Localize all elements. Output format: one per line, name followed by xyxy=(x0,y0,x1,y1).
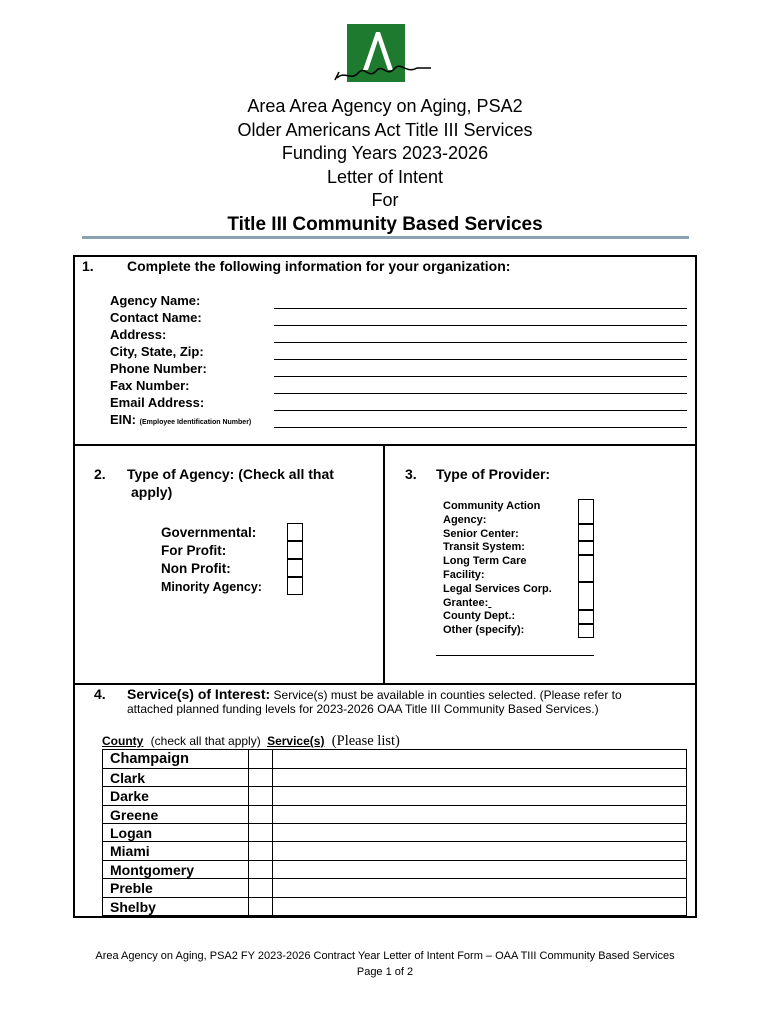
checkbox-long-term-care[interactable] xyxy=(578,555,594,582)
checkbox-logan[interactable] xyxy=(249,824,272,841)
checkbox-senior-center[interactable] xyxy=(578,524,594,541)
title-line-3: Funding Years 2023-2026 xyxy=(281,143,489,163)
divider-section1 xyxy=(73,444,697,446)
label-ein-text: EIN: xyxy=(110,412,136,427)
label-address: Address: xyxy=(110,327,167,342)
agency-logo xyxy=(333,22,433,86)
checkbox-minority-agency[interactable] xyxy=(287,577,303,595)
address-field[interactable] xyxy=(274,342,687,343)
title-line-1: Area Area Agency on Aging, PSA2 xyxy=(247,96,523,116)
label-phone-number: Phone Number: xyxy=(110,361,207,376)
section2-heading-line2: apply) xyxy=(131,484,173,500)
checkbox-clark[interactable] xyxy=(249,769,272,786)
label-long-term-care-facility: Facility: xyxy=(443,568,485,581)
provider-options xyxy=(443,500,552,638)
label-legal-services: Legal Services Corp. xyxy=(443,582,552,595)
label-other-specify: Other (specify): xyxy=(443,624,525,637)
divider-section2-3 xyxy=(383,444,385,684)
services-field-darke[interactable] xyxy=(273,787,686,805)
services-field-champaign[interactable] xyxy=(273,750,686,768)
section4-desc-line2: attached planned funding levels for 2023-2026 OAA Title III Community Based Services.) xyxy=(127,702,599,716)
county-header: County xyxy=(102,734,144,748)
footer-page-number: Page 1 of 2 xyxy=(356,966,414,978)
checkbox-darke[interactable] xyxy=(249,787,272,805)
section2-number: 2. xyxy=(94,466,106,482)
county-darke: Darke xyxy=(110,788,149,804)
please-list-header: (Please list) xyxy=(331,733,400,749)
table-header-row xyxy=(102,733,400,750)
page-footer xyxy=(0,948,770,980)
label-senior-center: Senior Center: xyxy=(443,527,519,540)
label-long-term-care: Long Term Care xyxy=(443,555,527,568)
services-field-logan[interactable] xyxy=(273,824,686,841)
label-contact-name: Contact Name: xyxy=(110,310,202,325)
county-preble: Preble xyxy=(110,880,153,896)
footer-line-1: Area Agency on Aging, PSA2 FY 2023-2026 Contract Year Letter of Intent Form – OAA TIII Community Based Services xyxy=(95,950,675,962)
checkbox-community-action[interactable] xyxy=(578,499,594,524)
title-block xyxy=(0,95,770,236)
checkbox-champaign[interactable] xyxy=(249,750,272,768)
section3-number: 3. xyxy=(405,466,417,482)
services-field-montgomery[interactable] xyxy=(273,861,686,878)
label-community-action-agency: Agency: xyxy=(443,513,487,526)
services-header: Service(s) xyxy=(267,734,325,748)
label-city-state-zip: City, State, Zip: xyxy=(110,344,204,359)
section4-intro xyxy=(127,686,687,703)
checkbox-greene[interactable] xyxy=(249,806,272,823)
check-all-header: (check all that apply) xyxy=(150,734,261,748)
checkbox-miami[interactable] xyxy=(249,842,272,860)
label-email-address: Email Address: xyxy=(110,395,205,410)
county-miami: Miami xyxy=(110,843,150,859)
services-field-shelby[interactable] xyxy=(273,898,686,916)
divider-section4 xyxy=(73,683,697,685)
checkbox-montgomery[interactable] xyxy=(249,861,272,878)
email-address-field[interactable] xyxy=(274,410,687,411)
title-line-6: Title III Community Based Services xyxy=(227,213,543,235)
county-shelby: Shelby xyxy=(110,899,156,915)
label-fax-number: Fax Number: xyxy=(110,378,190,393)
section3-heading: Type of Provider: xyxy=(436,466,551,482)
label-legal-services-grantee xyxy=(443,597,552,611)
ein-field[interactable] xyxy=(274,427,687,428)
county-logan: Logan xyxy=(110,825,152,841)
label-non-profit: Non Profit: xyxy=(161,561,231,576)
header-rule xyxy=(82,236,689,239)
agency-name-field[interactable] xyxy=(274,308,687,309)
services-field-preble[interactable] xyxy=(273,879,686,897)
title-line-2: Older Americans Act Title III Services xyxy=(237,119,533,140)
title-line-5: For xyxy=(371,190,399,210)
label-ein xyxy=(110,412,251,427)
label-county-dept: County Dept.: xyxy=(443,610,516,623)
checkbox-for-profit[interactable] xyxy=(287,541,303,559)
section4-number: 4. xyxy=(94,686,106,702)
checkbox-legal-services[interactable] xyxy=(578,582,594,610)
fax-number-field[interactable] xyxy=(274,393,687,394)
label-minority-agency: Minority Agency: xyxy=(161,580,262,594)
services-field-clark[interactable] xyxy=(273,769,686,786)
county-clark: Clark xyxy=(110,770,146,786)
contact-name-field[interactable] xyxy=(274,325,687,326)
label-governmental: Governmental: xyxy=(161,525,257,540)
city-state-zip-field[interactable] xyxy=(274,359,687,360)
checkbox-governmental[interactable] xyxy=(287,523,303,541)
checkbox-transit-system[interactable] xyxy=(578,541,594,555)
ein-note: (Employee Identification Number) xyxy=(139,419,252,426)
checkbox-preble[interactable] xyxy=(249,879,272,897)
label-agency-name: Agency Name: xyxy=(110,293,201,308)
services-field-miami[interactable] xyxy=(273,842,686,860)
phone-number-field[interactable] xyxy=(274,376,687,377)
section1-number: 1. xyxy=(82,258,94,274)
checkbox-county-dept[interactable] xyxy=(578,610,594,624)
checkbox-shelby[interactable] xyxy=(249,898,272,916)
county-montgomery: Montgomery xyxy=(110,862,194,878)
other-specify-field[interactable] xyxy=(436,655,594,656)
services-field-greene[interactable] xyxy=(273,806,686,823)
section2-heading-line1: Type of Agency: (Check all that xyxy=(127,466,334,482)
county-greene: Greene xyxy=(110,807,159,823)
checkbox-non-profit[interactable] xyxy=(287,559,303,577)
label-transit-system: Transit System: xyxy=(443,541,525,554)
checkbox-other[interactable] xyxy=(578,624,594,638)
label-grantee-text: Grantee: xyxy=(443,596,489,609)
section4-heading: Service(s) of Interest: xyxy=(127,686,271,702)
title-line-4: Letter of Intent xyxy=(326,166,444,187)
label-community-action: Community Action xyxy=(443,500,541,512)
section1-heading: Complete the following information for your organization: xyxy=(127,258,511,274)
section4-desc-line1: Service(s) must be available in counties selected. (Please refer to xyxy=(273,688,622,702)
county-champaign: Champaign xyxy=(110,751,189,767)
label-for-profit: For Profit: xyxy=(161,543,227,558)
